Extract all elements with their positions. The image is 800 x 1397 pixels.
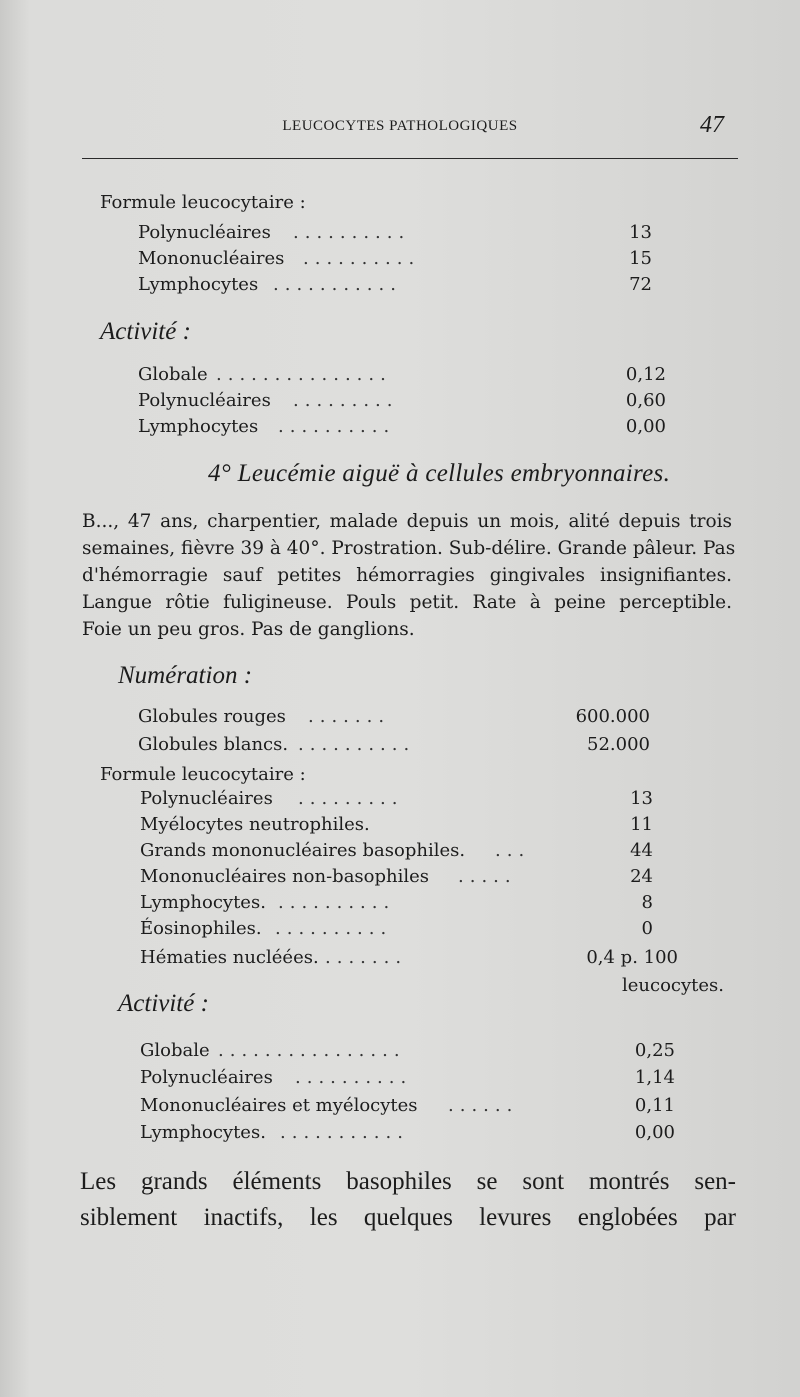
- table-row: Globale ............... 0,12: [138, 364, 666, 385]
- formula-label-2: Formule leucocytaire :: [100, 764, 306, 785]
- table-row: Mononucléaires .......... 15: [138, 248, 652, 269]
- table-row: Lymphocytes ........... 72: [138, 274, 652, 295]
- table-row: Lymphocytes. ........... 0,00: [140, 1122, 675, 1143]
- table-row: Lymphocytes .......... 0,00: [138, 416, 666, 437]
- numeration-heading: Numération :: [118, 662, 253, 689]
- running-header: LEUCOCYTES PATHOLOGIQUES: [282, 118, 518, 134]
- table-row: Myélocytes neutrophiles. 11: [140, 814, 653, 835]
- header-rule: [82, 158, 738, 159]
- table-row: Mononucléaires non-basophiles ..... 24: [140, 866, 653, 887]
- activity-heading-2: Activité :: [118, 990, 209, 1017]
- table-row: Globules rouges ....... 600.000: [138, 706, 650, 727]
- table-row: Polynucléaires .......... 13: [138, 222, 652, 243]
- table-row: Grands mononucléaires basophiles. ... 44: [140, 840, 653, 861]
- table-row: Polynucléaires ......... 13: [140, 788, 653, 809]
- table-row: Polynucléaires .......... 1,14: [140, 1067, 675, 1088]
- page-number: 47: [700, 112, 724, 138]
- table-row: Polynucléaires ......... 0,60: [138, 390, 666, 411]
- section-title: 4° Leucémie aiguë à cellules embryonnaires.: [208, 460, 671, 487]
- table-row: Globules blancs. .......... 52.000: [138, 734, 650, 755]
- activity-heading-1: Activité :: [100, 318, 191, 345]
- table-row: Hématies nucléées. ....... 0,4 p. 100: [140, 947, 678, 968]
- table-row: Lymphocytes. .......... 8: [140, 892, 653, 913]
- formula-label-1: Formule leucocytaire :: [100, 192, 306, 213]
- table-row: Globale ................ 0,25: [140, 1040, 675, 1061]
- formula-continuation: leucocytes.: [622, 975, 725, 996]
- table-row: Éosinophiles. .......... 0: [140, 918, 653, 939]
- table-row: Mononucléaires et myélocytes ...... 0,11: [140, 1095, 675, 1116]
- closing-paragraph: Les grands éléments basophiles se sont montrés sen- siblement inactifs, les quelques levures englobées par: [80, 1168, 736, 1231]
- case-paragraph: B..., 47 ans, charpentier, malade depuis un mois, alité depuis trois semaines, fièvre 39 à 40°. Prostration. Sub-délire. Grande pâleur. Pas d'hémorragie sauf petites hémorragies gingivales insignifiantes. Langue rôtie fuligineuse. Pouls petit. Rate à peine perceptible. Foie un peu gros. Pas de ganglions.: [82, 511, 736, 640]
